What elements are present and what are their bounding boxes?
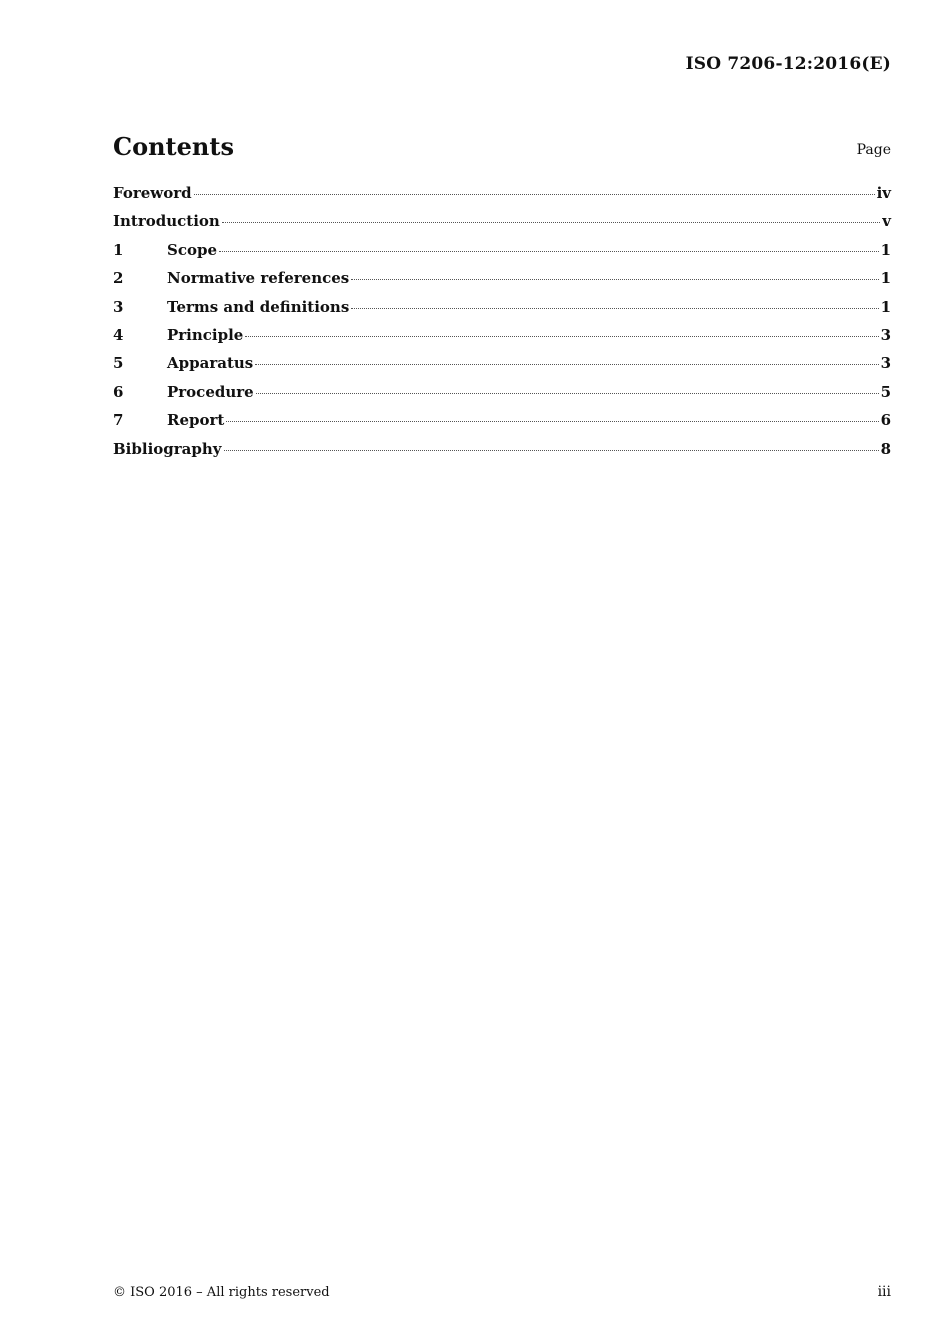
toc-entry-procedure[interactable] xyxy=(113,383,891,411)
toc-entry-apparatus[interactable] xyxy=(113,354,891,382)
toc-entry-title: Procedure xyxy=(167,382,254,401)
toc-entry-report[interactable] xyxy=(113,411,891,439)
toc-entry-page: v xyxy=(882,212,891,231)
toc-entry-bibliography[interactable] xyxy=(113,440,891,468)
toc-entry-number: 1 xyxy=(113,240,124,259)
toc-entry-title: Foreword xyxy=(113,184,192,202)
toc-entry-number: 7 xyxy=(113,411,124,430)
toc-entry-title: Introduction xyxy=(113,212,220,231)
toc-leader-dots xyxy=(256,393,879,394)
toc-leader-dots xyxy=(219,251,879,252)
footer-copyright: © ISO 2016 – All rights reserved xyxy=(113,1285,330,1300)
toc-entry-title: Scope xyxy=(167,240,218,259)
toc-entry-page: 3 xyxy=(880,325,891,344)
toc-leader-dots xyxy=(194,194,875,195)
toc-entry-foreword[interactable] xyxy=(113,184,891,212)
toc-entry-title: Principle xyxy=(167,325,244,344)
toc-entry-title: Report xyxy=(167,411,225,430)
toc-entry-title: Apparatus xyxy=(167,354,254,373)
toc-leader-dots xyxy=(226,421,878,422)
toc-entry-page: 1 xyxy=(880,240,891,259)
toc-entry-number: 2 xyxy=(113,269,124,288)
toc-leader-dots xyxy=(222,222,880,223)
footer-page-number: iii xyxy=(877,1284,891,1300)
toc-leader-dots xyxy=(224,450,879,451)
toc-entry-page: 5 xyxy=(880,382,891,401)
document-id: ISO 7206-12:2016(E) xyxy=(685,54,891,74)
toc-entry-number: 4 xyxy=(113,325,124,344)
toc-entry-page: 1 xyxy=(880,297,891,316)
toc-entry-scope[interactable] xyxy=(113,241,891,269)
toc-entry-introduction[interactable] xyxy=(113,212,891,240)
toc-entry-page: iv xyxy=(876,184,891,202)
toc-entry-normative-references[interactable] xyxy=(113,269,891,297)
toc-entry-title: Normative references xyxy=(167,269,350,288)
toc-entry-number: 3 xyxy=(113,297,124,316)
toc-entry-page: 6 xyxy=(880,411,891,430)
toc-entry-page: 8 xyxy=(880,439,891,458)
toc-entry-title: Bibliography xyxy=(113,439,222,458)
toc-leader-dots xyxy=(351,308,878,309)
toc-entry-number: 6 xyxy=(113,382,124,401)
toc-entry-page: 1 xyxy=(880,269,891,288)
toc-entry-terms-and-definitions[interactable] xyxy=(113,298,891,326)
table-of-contents xyxy=(113,184,891,468)
toc-entry-number: 5 xyxy=(113,354,124,373)
contents-title: Contents xyxy=(113,132,234,161)
toc-entry-principle[interactable] xyxy=(113,326,891,354)
toc-entry-title: Terms and definitions xyxy=(167,297,350,316)
toc-leader-dots xyxy=(351,279,878,280)
toc-leader-dots xyxy=(255,364,878,365)
toc-leader-dots xyxy=(245,336,878,337)
toc-entry-page: 3 xyxy=(880,354,891,373)
page-column-label: Page xyxy=(856,142,891,158)
